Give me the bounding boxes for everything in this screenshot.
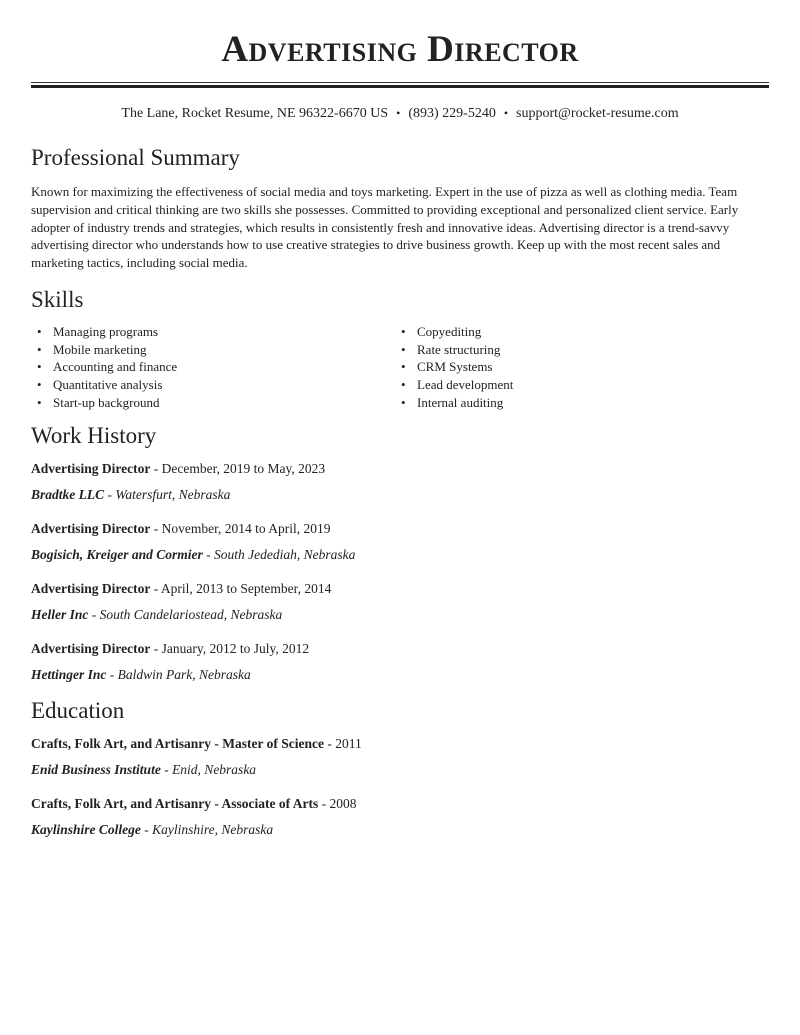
contact-line: [31, 103, 769, 123]
section-heading: Professional Summary: [31, 145, 240, 170]
job-location: South Jedediah, Nebraska: [214, 546, 356, 562]
work-entry: [31, 519, 769, 565]
work-entries: [31, 459, 769, 685]
company-name: Hettinger Inc: [31, 666, 107, 682]
bullet-separator: •: [503, 106, 509, 120]
company-name: Heller Inc: [31, 606, 89, 622]
contact-address: The Lane, Rocket Resume, NE 96322-6670 US: [121, 106, 389, 121]
work-entry: [31, 459, 769, 505]
skill-label: Lead development: [417, 377, 514, 393]
bullet-separator: •: [396, 106, 401, 120]
section-heading: Skills: [31, 286, 84, 312]
skill-label: Accounting and finance: [53, 359, 178, 375]
bullet-icon: •: [37, 377, 42, 393]
bullet-icon: •: [37, 341, 42, 357]
job-dates: April, 2013 to September, 2014: [160, 580, 332, 596]
skill-item: [395, 358, 759, 376]
skills-list-right: [395, 323, 759, 412]
bullet-icon: •: [401, 341, 406, 357]
work-entry: [31, 579, 769, 625]
skill-item: [31, 394, 395, 412]
school-location: Kaylinshire, Nebraska: [152, 821, 274, 837]
job-title: Advertising Director: [31, 520, 151, 536]
job-title: Advertising Director: [31, 580, 151, 596]
bullet-icon: •: [401, 394, 406, 410]
dash: -: [150, 640, 162, 656]
skill-label: Copyediting: [417, 323, 482, 339]
candidate-title: Advertising Director: [221, 29, 579, 70]
school-name: Kaylinshire College: [31, 821, 141, 837]
company-name: Bradtke LLC: [31, 486, 105, 502]
job-location: South Candelariostead, Nebraska: [99, 606, 283, 622]
dash: -: [160, 761, 173, 777]
bullet-icon: •: [401, 377, 406, 393]
skill-label: Rate structuring: [417, 341, 501, 357]
education-entries: [31, 734, 769, 840]
bullet-icon: •: [37, 394, 42, 410]
skill-label: Mobile marketing: [53, 341, 147, 357]
dash: -: [88, 606, 100, 622]
dash: -: [150, 580, 161, 596]
skill-item: [31, 323, 395, 341]
skill-label: Managing programs: [53, 323, 159, 339]
section-heading: Work History: [31, 422, 157, 448]
job-dates: January, 2012 to July, 2012: [161, 640, 310, 656]
graduation-year: 2008: [329, 795, 357, 811]
skill-item: [395, 394, 759, 412]
dash: -: [150, 520, 162, 536]
skill-item: [31, 358, 395, 376]
skills-columns: [31, 323, 769, 412]
section-heading: Education: [31, 697, 125, 723]
degree: Crafts, Folk Art, and Artisanry - Master of Science: [31, 735, 324, 751]
education-section: [31, 697, 769, 840]
bullet-icon: •: [401, 359, 406, 375]
skill-item: [395, 376, 759, 394]
summary-text: Known for maximizing the effectiveness of social media and toys marketing. Expert in the use of pizza as well as clothing media. Team supervision and critical thinking are two skills she possesses. Committed to providing exceptional and personalized client service. Early adopter of industry trends and strategies, which results in consistently fresh and innovative ideas. Advertising director is a trend-savvy advertising director who understands how to use creative strategies to drive business growth. Keep up with the most recent sales and marketing tactics, including social media.: [31, 184, 739, 271]
dash: -: [318, 795, 330, 811]
graduation-year: 2011: [335, 735, 362, 751]
work-history-section: [31, 422, 769, 685]
skill-label: CRM Systems: [417, 359, 493, 375]
dash: -: [140, 821, 153, 837]
education-entry: [31, 734, 769, 780]
school-location: Enid, Nebraska: [172, 761, 257, 777]
job-dates: November, 2014 to April, 2019: [161, 520, 331, 536]
header-rule-thick: [31, 85, 769, 88]
skill-label: Internal auditing: [417, 394, 504, 410]
header-rule-thin: [31, 82, 769, 83]
skill-label: Quantitative analysis: [53, 377, 163, 393]
dash: -: [106, 666, 118, 682]
bullet-icon: •: [37, 359, 42, 375]
contact-phone: (893) 229-5240: [408, 106, 496, 121]
skills-list-left: [31, 323, 395, 412]
skill-item: [31, 341, 395, 359]
job-location: Watersfurt, Nebraska: [115, 486, 231, 502]
dash: -: [202, 546, 215, 562]
skill-item: [395, 341, 759, 359]
job-location: Baldwin Park, Nebraska: [117, 666, 251, 682]
dash: -: [150, 460, 162, 476]
skills-section: [31, 286, 769, 412]
bullet-icon: •: [37, 323, 42, 339]
professional-summary-section: [31, 144, 769, 272]
skill-label: Start-up background: [53, 394, 160, 410]
job-dates: December, 2019 to May, 2023: [161, 460, 326, 476]
dash: -: [104, 486, 116, 502]
work-entry: [31, 639, 769, 685]
job-title: Advertising Director: [31, 640, 151, 656]
school-name: Enid Business Institute: [31, 761, 161, 777]
bullet-icon: •: [401, 323, 406, 339]
skill-item: [395, 323, 759, 341]
job-title: Advertising Director: [31, 460, 151, 476]
degree: Crafts, Folk Art, and Artisanry - Associate of Arts: [31, 795, 319, 811]
dash: -: [323, 735, 336, 751]
contact-email: support@rocket-resume.com: [516, 106, 679, 121]
company-name: Bogisich, Kreiger and Cormier: [31, 546, 203, 562]
education-entry: [31, 794, 769, 840]
skill-item: [31, 376, 395, 394]
